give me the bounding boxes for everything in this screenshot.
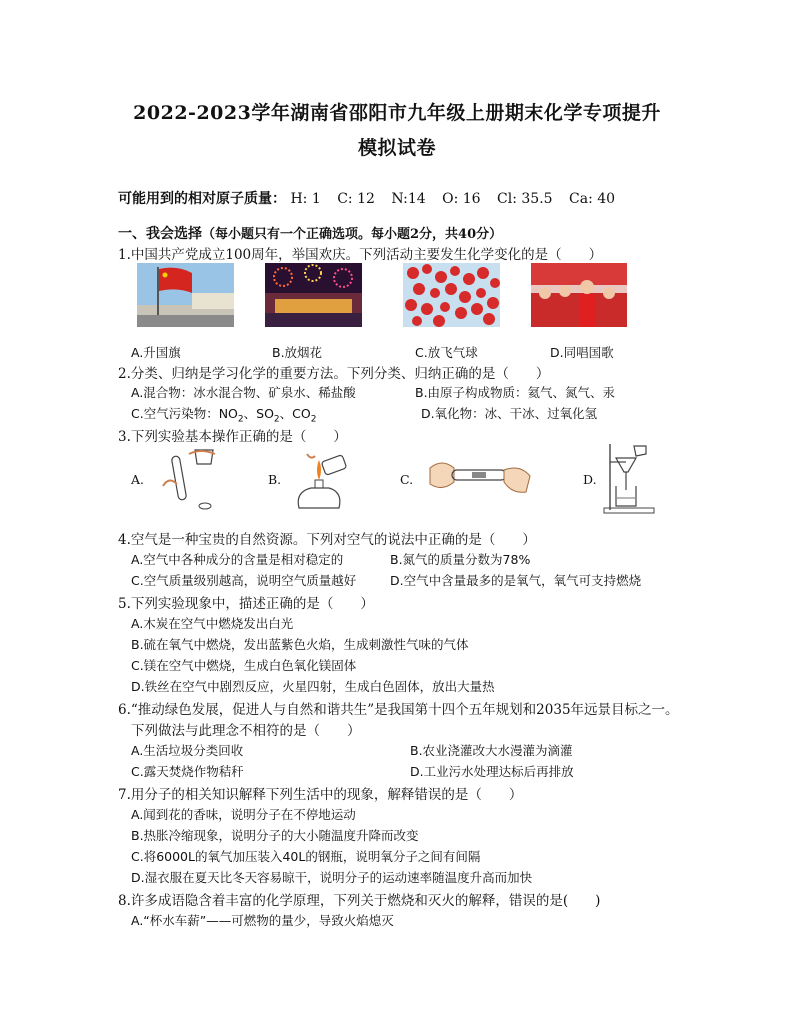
q4-stem: 4.空气是一种宝贵的自然资源。下列对空气的说法中正确的是（ ） <box>118 532 536 548</box>
flag-raising-photo <box>137 263 234 327</box>
q6-stem-line2: 下列做法与此理念不相符的是（ ） <box>131 723 361 739</box>
atomic-mass-c: C: 12 <box>337 191 375 207</box>
q3-stem: 3.下列实验基本操作正确的是（ ） <box>118 429 347 445</box>
filtration-diagram <box>600 440 660 516</box>
q7-option-a: A.闻到花的香味，说明分子在不停地运动 <box>131 807 356 822</box>
q2-option-d: D.氧化物：冰、干冰、过氧化氢 <box>421 406 598 421</box>
q5-option-a: A.木炭在空气中燃烧发出白光 <box>131 616 294 631</box>
page-subtitle: 模拟试卷 <box>357 137 436 159</box>
q6-stem-line1: 6.“推动绿色发展，促进人与自然和谐共生”是我国第十四个五年规划和2035年远景目标之一。 <box>118 702 679 718</box>
q8-option-a: A.“杯水车薪”——可燃物的量少，导致火焰熄灭 <box>131 913 394 928</box>
section-title: 一、我会选择 <box>118 226 202 242</box>
fireworks-image <box>265 263 362 327</box>
q2-option-c <box>131 404 316 425</box>
atomic-mass-h: H: 1 <box>290 191 321 207</box>
q7-option-d: D.湿衣服在夏天比冬天容易晾干，说明分子的运动速率随温度升高而加快 <box>131 870 533 885</box>
q4-option-b: B.氮气的质量分数为78% <box>390 552 531 567</box>
singing-crowd-image <box>531 263 627 327</box>
q2-c-sub1: 2 <box>237 414 244 425</box>
pouring-liquid-diagram <box>155 446 225 516</box>
q6-option-b: B.农业浇灌改大水漫灌为滴灌 <box>410 743 573 758</box>
q8-stem: 8.许多成语隐含着丰富的化学原理，下列关于燃烧和灭火的解释，错误的是( ) <box>118 893 601 909</box>
q4-option-c: C.空气质量级别越高，说明空气质量越好 <box>131 573 357 588</box>
alcohol-lamp-diagram <box>285 446 355 516</box>
q3-label-b: B. <box>268 472 282 487</box>
q4-option-a: A.空气中各种成分的含量是相对稳定的 <box>131 552 344 567</box>
q7-option-b: B.热胀冷缩现象，说明分子的大小随温度升降而改变 <box>131 828 419 843</box>
q6-option-d: D.工业污水处理达标后再排放 <box>410 764 574 779</box>
q1-option-b: B.放烟花 <box>272 345 323 360</box>
section-heading <box>118 223 502 243</box>
q7-stem: 7.用分子的相关知识解释下列生活中的现象，解释错误的是（ ） <box>118 787 523 803</box>
flag-raising-image <box>137 263 234 327</box>
balloons-photo <box>403 263 500 327</box>
q5-option-b: B.硫在氧气中燃烧，发出蓝紫色火焰，生成刺激性气味的气体 <box>131 637 469 652</box>
q2-c-mid2: 、CO <box>279 406 311 421</box>
q1-option-c: C.放飞气球 <box>415 345 478 360</box>
q2-option-b: B.由原子构成物质：氦气、氮气、汞 <box>415 385 616 400</box>
q5-option-c: C.镁在空气中燃烧，生成白色氧化镁固体 <box>131 658 357 673</box>
q2-option-a: A.混合物：冰水混合物、矿泉水、稀盐酸 <box>131 385 356 400</box>
atomic-mass-cl: Cl: 35.5 <box>497 191 553 207</box>
balloons-image <box>403 263 500 327</box>
q4-option-d: D.空气中含量最多的是氧气，氧气可支持燃烧 <box>390 573 642 588</box>
q1-option-d: D.同唱国歌 <box>550 345 614 360</box>
atomic-mass-n: N:14 <box>391 191 426 207</box>
atomic-mass-label: 可能用到的相对原子质量： <box>118 191 286 207</box>
q3-label-d: D. <box>583 472 597 487</box>
section-note: （每小题只有一个正确选项。每小题2分，共40分） <box>202 227 503 242</box>
atomic-mass-ca: Ca: 40 <box>569 191 616 207</box>
q1-stem: 1.中国共产党成立100周年，举国欢庆。下列活动主要发生化学变化的是（ ） <box>118 247 603 263</box>
atomic-mass-o: O: 16 <box>442 191 481 207</box>
atomic-mass-line <box>118 188 627 208</box>
q5-stem: 5.下列实验现象中，描述正确的是（ ） <box>118 596 374 612</box>
q5-option-d: D.铁丝在空气中剧烈反应，火星四射，生成白色固体，放出大量热 <box>131 679 495 694</box>
q6-option-a: A.生活垃圾分类回收 <box>131 743 244 758</box>
q7-option-c: C.将6000L的氧气加压装入40L的钢瓶，说明氧分子之间有间隔 <box>131 849 481 864</box>
q2-c-sub3: 2 <box>310 414 317 425</box>
test-tube-diagram <box>428 452 532 502</box>
page-title: 2022-2023学年湖南省邵阳市九年级上册期末化学专项提升 <box>133 102 661 124</box>
q2-c-sub2: 2 <box>273 414 280 425</box>
q6-option-c: C.露天焚烧作物秸秆 <box>131 764 244 779</box>
q3-label-c: C. <box>400 472 414 487</box>
q3-label-a: A. <box>131 472 145 487</box>
fireworks-photo <box>265 263 362 327</box>
q2-stem: 2.分类、归纳是学习化学的重要方法。下列分类、归纳正确的是（ ） <box>118 366 550 382</box>
q1-option-a: A.升国旗 <box>131 345 181 360</box>
q2-c-mid: 、SO <box>243 406 274 421</box>
q2-c-prefix: C.空气污染物：NO <box>131 406 238 421</box>
singing-crowd-photo <box>531 263 628 327</box>
